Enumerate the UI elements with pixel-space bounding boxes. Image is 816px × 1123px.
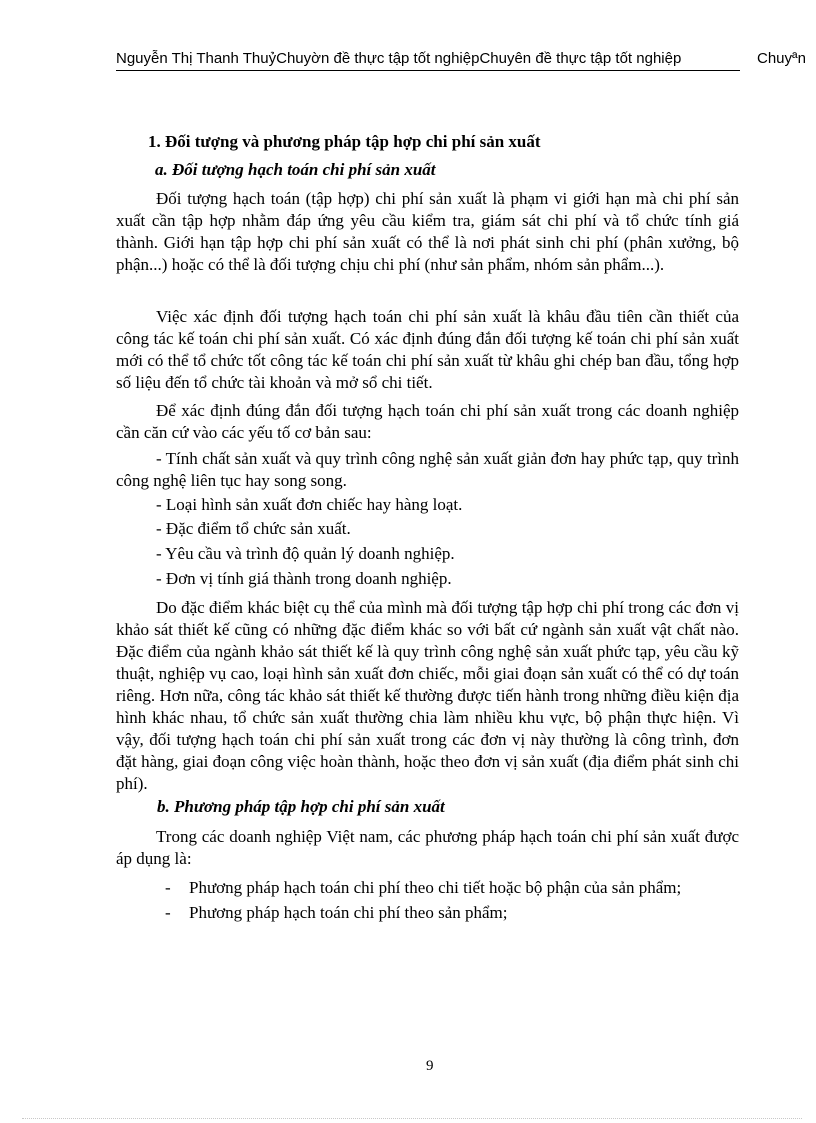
header-text: Nguyễn Thị Thanh ThuỷChuyờn đề thực tập tốt nghiệpChuyên đề thực tập tốt nghiệp [116,50,682,67]
paragraph: Đối tượng hạch toán (tập hợp) chi phí sản xuất là phạm vi giới hạn mà chi phí sản xuất cần tập hợp nhằm đáp ứng yêu cầu kiểm tra, giám sát chi phí và tổ chức tính giá thành. Giới hạn tập hợp chi phí sản xuất có thể là nơi phát sinh chi phí (phân xưởng, bộ phận...) hoặc có thể là đối tượng chịu chi phí (như sản phẩm, nhóm sản phẩm...). [116,189,739,274]
factor-item: - Loại hình sản xuất đơn chiếc hay hàng loạt. [156,495,463,514]
page-header [116,44,816,74]
paragraph: Để xác định đúng đắn đối tượng hạch toán chi phí sản xuất trong các doanh nghiệp cần căn cứ vào các yếu tố cơ bản sau: [116,401,739,442]
header-rule [116,70,740,71]
factor-item: - Đơn vị tính giá thành trong doanh nghiệp. [156,569,452,588]
bullet-dash: - [165,878,171,897]
paragraph: Do đặc điểm khác biệt cụ thể của mình mà đối tượng tập hợp chi phí trong các đơn vị khảo sát thiết kế cũng có những đặc điểm khác so với bất cứ ngành sản xuất vật chất nào. Đặc điểm của ngành khảo sát thiết kế là quy trình công nghệ sản xuất phức tạp, yêu cầu kỹ thuật, nghiệp vụ cao, loại hình sản xuất đơn chiếc, mỗi giai đoạn sản xuất có thể có dự toán riêng. Hơn nữa, công tác khảo sát thiết kế thường được tiến hành trong những điều kiện địa hình khác nhau, tổ chức sản xuất thường chia làm nhiều khu vực, bộ phận thực hiện. Vì vậy, đối tượng hạch toán chi phí sản xuất trong các đơn vị này thường là công trình, đơn đặt hàng, giai đoạn công việc hoàn thành, hoặc theo đơn vị sản xuất (địa điểm phát sinh chi phí). [116,598,739,793]
method-text: Phương pháp hạch toán chi phí theo sản phẩm; [189,903,508,922]
page-bottom-border [22,1118,802,1119]
bullet-dash: - [165,903,171,922]
paragraph: Trong các doanh nghiệp Việt nam, các phương pháp hạch toán chi phí sản xuất được áp dụng là: [116,827,739,868]
factor-item: - Yêu cầu và trình độ quản lý doanh nghiệp. [156,544,455,563]
page-number: 9 [426,1058,434,1074]
section-title: 1. Đối tượng và phương pháp tập hợp chi phí sản xuất [148,132,541,151]
paragraph: Việc xác định đối tượng hạch toán chi phí sản xuất là khâu đầu tiên cần thiết của công tác kế toán chi phí sản xuất. Có xác định đúng đắn đối tượng kế toán chi phí sản xuất mới có thể tổ chức tốt công tác kế toán chi phí sản xuất từ khâu ghi chép ban đầu, tổng hợp số liệu đến tổ chức tài khoản và mở sổ chi tiết. [116,307,739,392]
header-overflow-text: Chuyªn [757,50,806,67]
subsection-b-title: b. Phương pháp tập hợp chi phí sản xuất [157,797,445,816]
method-text: Phương pháp hạch toán chi phí theo chi tiết hoặc bộ phận của sản phẩm; [189,878,682,897]
factor-item: - Đặc điểm tổ chức sản xuất. [156,519,351,538]
factor-item: - Tính chất sản xuất và quy trình công nghệ sản xuất giản đơn hay phức tạp, quy trình công nghệ liên tục hay song song. [116,449,739,490]
subsection-a-title: a. Đối tượng hạch toán chi phí sản xuất [155,160,436,179]
